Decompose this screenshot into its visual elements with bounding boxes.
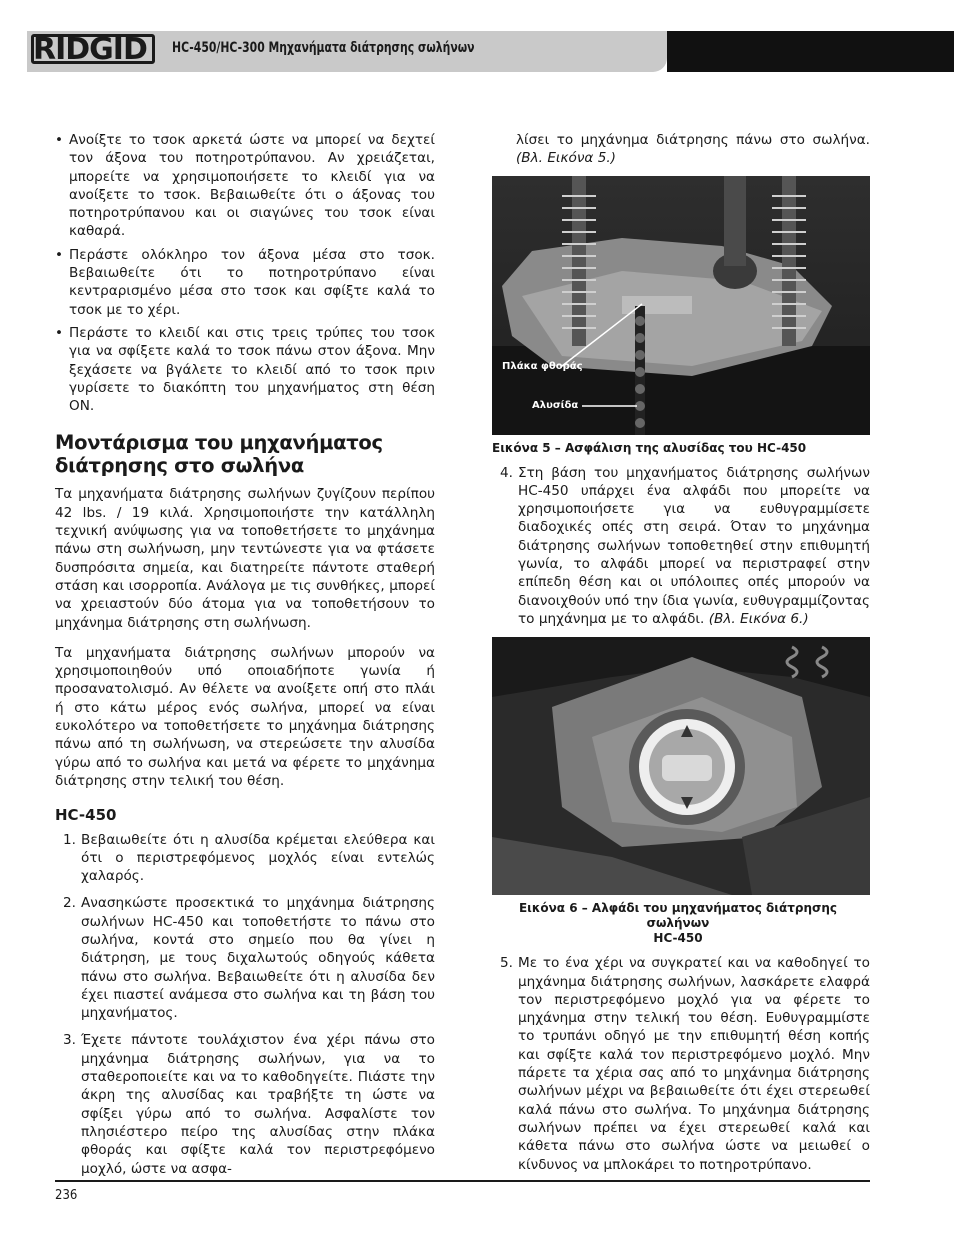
step-list	[55, 831, 435, 1178]
paragraph: Τα μηχανήματα διάτρησης σωλήνων μπορούν να χρησιμοποιηθούν υπό οποιαδήποτε γωνία ή προσανατολισμό. Αν θέλετε να ανοίξετε οπή στο πλάι ή στο κάτω μέρος ενός σωλήνα, μπορεί να είναι ευκολότερο να τοποθετήσετε το μηχάνημα διάτρησης πάνω από τη σωλήνωση, να στερεώσετε την αλυσίδα γύρω από το σωλήνα και μετά να φέρετε το μηχάνημα διάτρησης στην τελική του θέση.	[55, 644, 435, 789]
step-item	[55, 894, 435, 1022]
step-list	[492, 954, 870, 1174]
figure-reference: (Βλ. Εικόνα 5.)	[516, 150, 616, 167]
step-number: 1.	[63, 831, 76, 848]
step-item	[55, 1031, 435, 1177]
bullet-item: • Περάστε ολόκληρο τον άξονα μέσα στο τσοκ. Βεβαιωθείτε ότι το ποτηροτρύπανο είναι κεντραρισμένο μέσα στο τσοκ και σφίξτε καλά το τσοκ με το χέρι.	[55, 246, 435, 319]
footer-rule	[55, 1180, 870, 1182]
label-wear-plate: Πλάκα φθοράς	[502, 360, 583, 372]
step-item	[55, 831, 435, 886]
step-number: 4.	[500, 464, 513, 481]
step-list	[492, 464, 870, 629]
bullet-item: • Περάστε το κλειδί και στις τρεις τρύπες του τσοκ για να σφίξετε καλά το τσοκ πάνω στον άξονα. Μην ξεχάσετε να βγάλετε το κλειδί από το τσοκ πριν γυρίσετε το διακόπτη του μηχανήματος στη θέση ON.	[55, 324, 435, 415]
paragraph: Τα μηχανήματα διάτρησης σωλήνων ζυγίζουν περίπου 42 lbs. / 19 κιλά. Χρησιμοποιήστε την κατάλληλη τεχνική ανύψωσης για να τοποθετήσετε το μηχάνημα πάνω στη σωλήνωση, μην τεντώνεστε για να φτάσετε δυσπρόσιτα σημεία, και διατηρείτε πάντοτε σταθερή στάση και ισορροπία. Ανάλογα με τις συνθήκες, μπορεί να χρειαστούν δύο άτομα για να τοποθετήσουν το μηχάνημα διάτρησης στη σωλήνωση.	[55, 486, 435, 631]
figure-6-photo	[492, 637, 870, 895]
figure-6-caption-line2: HC-450	[653, 931, 703, 946]
step-number: 3.	[63, 1032, 76, 1049]
step-text: Βεβαιωθείτε ότι η αλυσίδα κρέμεται ελεύθερα και ότι ο περιστρεφόμενος μοχλός είναι εντελώς χαλαρός.	[81, 831, 435, 885]
figure-6-caption-line1: Εικόνα 6 – Αλφάδι του μηχανήματος διάτρησης σωλήνων	[518, 901, 838, 931]
step-text: Έχετε πάντοτε τουλάχιστον ένα χέρι πάνω στο μηχάνημα διάτρησης σωλήνων, για να το σταθεροποιείτε και να το καθοδηγείτε. Πιάστε την άκρη της αλυσίδας και τραβήξτε τη ώστε να σφίξει γύρω από το σωλήνα. Ασφαλίστε τον πλησιέστερο πείρο της αλυσίδας στην πλάκα φθοράς και σφίξτε καλά τον περιστρεφόμενο μοχλό, ώστε να ασφα-	[81, 1032, 435, 1177]
step-text: Ανασηκώστε προσεκτικά το μηχάνημα διάτρησης σωλήνων HC-450 και τοποθετήστε το πάνω στο σωλήνα, κοντά στο σημείο που θα γίνει η διάτρηση, με τους διχαλωτούς οδηγούς κάθετα πάνω στο σωλήνα. Βεβαιωθείτε ότι η αλυσίδα δεν έχει πιαστεί ανάμεσα στο σωλήνα και τη βάση του μηχανήματος.	[81, 895, 435, 1022]
bullet-item: • Ανοίξτε το τσοκ αρκετά ώστε να μπορεί να δεχτεί τον άξονα του ποτηροτρύπανου. Αν χρειάζεται, μπορείτε να χρησιμοποιήσετε το κλειδί για να ανοίξετε το τσοκ. Βεβαιωθείτε ότι ο άξονας του ποτηροτρύπανου και οι σιαγώνες του τσοκ είναι καθαρά.	[55, 131, 435, 241]
step-number: 2.	[63, 895, 76, 912]
figure-5-caption: Εικόνα 5 – Ασφάλιση της αλυσίδας του HC-450	[492, 440, 807, 455]
figure-6-illustration	[492, 637, 870, 895]
figure-6-caption	[486, 901, 870, 946]
left-column	[55, 131, 435, 1187]
sub-heading: HC-450	[55, 806, 117, 825]
section-heading: Μοντάρισμα του μηχανήματος διάτρησης στο σωλήνα	[55, 431, 383, 478]
header-black-band	[667, 31, 954, 72]
step-item	[492, 464, 870, 629]
page-number: 236	[55, 1188, 78, 1203]
label-chain: Αλυσίδα	[532, 399, 579, 411]
bullet-list	[55, 131, 435, 415]
figure-5-photo	[492, 176, 870, 435]
header-title: HC-450/HC-300 Μηχανήματα διάτρησης σωλήνων	[172, 40, 475, 56]
ridgid-logo: RIDGID	[33, 32, 147, 67]
step-item	[492, 954, 870, 1174]
figure-reference: (Βλ. Εικόνα 6.)	[708, 610, 809, 627]
figure-5-illustration	[492, 176, 870, 435]
continued-body: λίσει το μηχάνημα διάτρησης πάνω στο σωλήνα.	[516, 132, 870, 148]
right-column	[492, 131, 870, 1183]
step-text: Στη βάση του μηχανήματος διάτρησης σωλήνων HC-450 υπάρχει ένα αλφάδι που μπορείτε να χρησιμοποιήσετε για να ευθυγραμμίσετε διαδοχικές οπές στη σειρά. Όταν το μηχάνημα διάτρησης σωλήνων τοποθετηθεί στην επιθυμητή γωνία, το αλφάδι μπορεί να περιστραφεί στην επίπεδη θέση και οι υπόλοιπες οπές μπορούν να διανοιχθούν υπό την ίδια γωνία, ευθυγραμμίζοντας το μηχάνημα με το αλφάδι.	[518, 464, 870, 627]
step-text: Με το ένα χέρι να συγκρατεί και να καθοδηγεί το μηχάνημα διάτρησης σωλήνων, λασκάρετε ελαφρά τον περιστρεφόμενο μοχλό για να φέρετε το μηχάνημα στην τελική του θέση. Ευθυγραμμίστε το τρυπάνι οδηγό με την επιθυμητή θέση κοπής και σφίξτε καλά τον περιστρεφόμενο μοχλό. Μην πάρετε τα χέρια σας από το μηχάνημα διάτρησης σωλήνων μέχρι να βεβαιωθείτε ότι έχει στερεωθεί καλά πάνω στο σωλήνα. Το μηχάνημα διάτρησης σωλήνων πρέπει να έχει στερεωθεί καλά και κάθετα πάνω στο σωλήνα ώστε να μειωθεί ο κίνδυνος να μπλοκάρει το ποτηροτρύπανο.	[518, 955, 870, 1173]
step-number: 5.	[500, 955, 513, 972]
continued-text	[516, 131, 870, 168]
